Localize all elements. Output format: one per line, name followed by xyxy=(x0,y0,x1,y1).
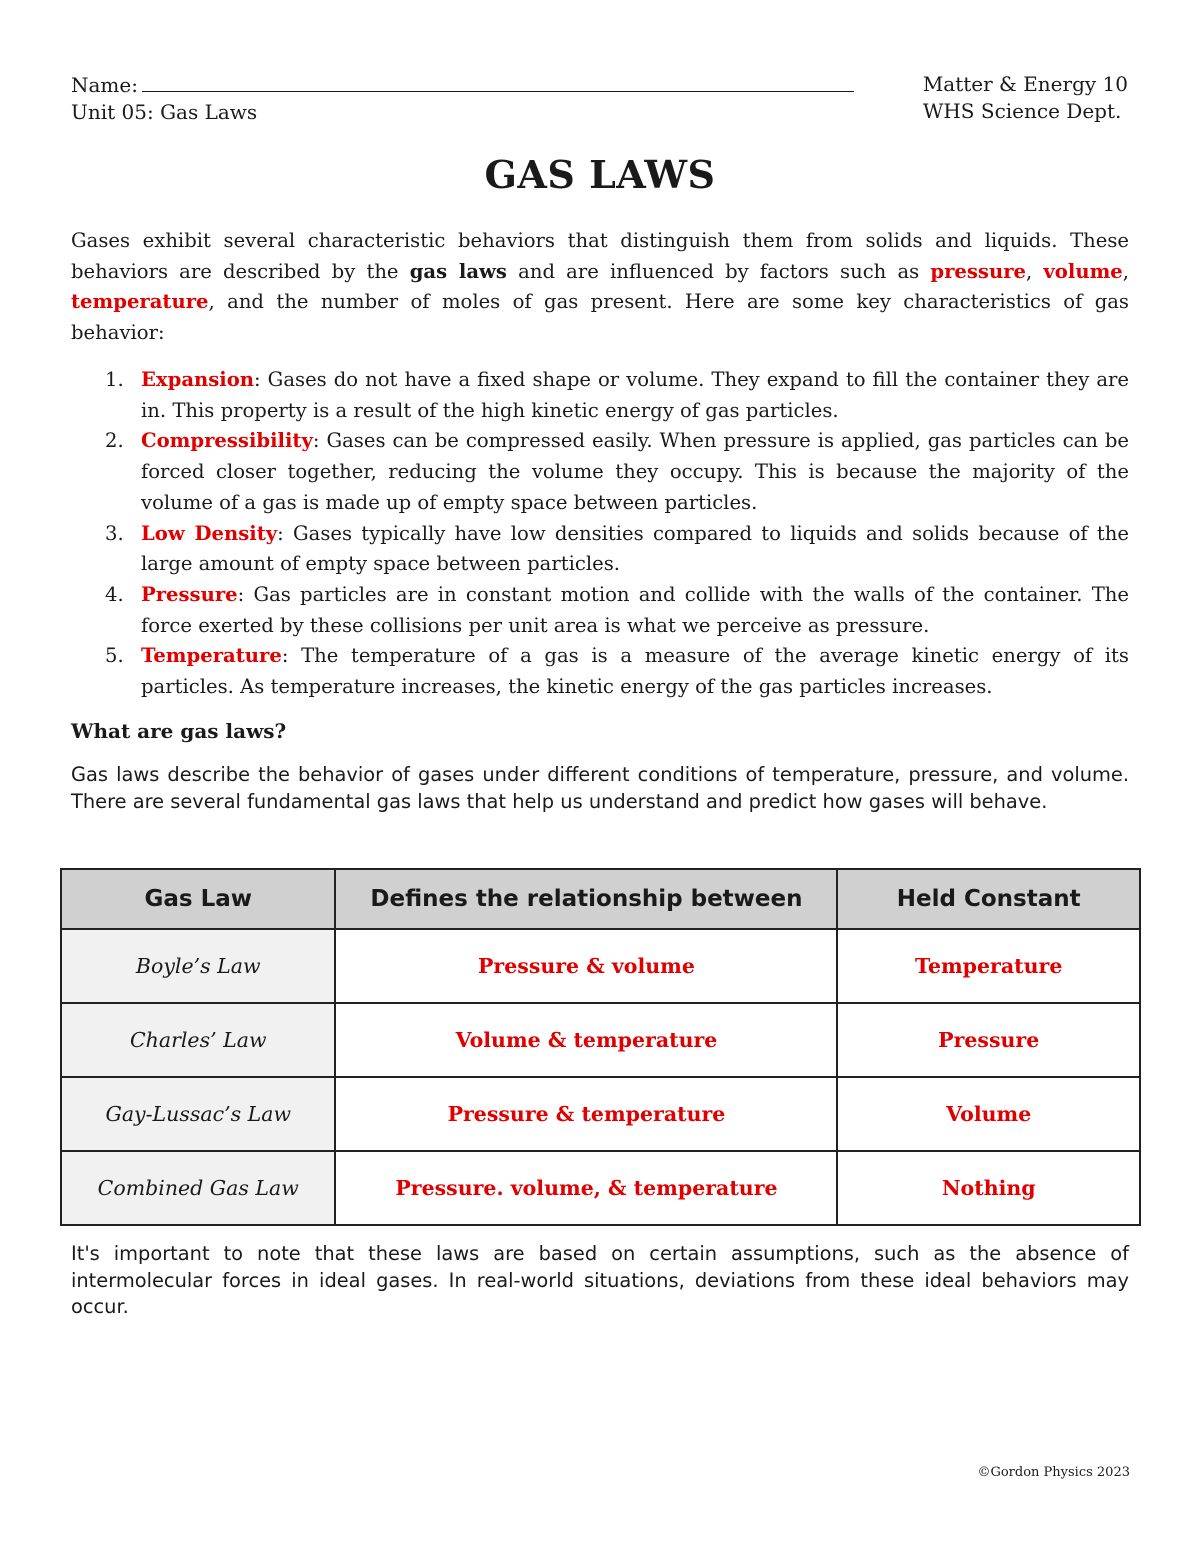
table-row xyxy=(61,1003,1140,1077)
table-row xyxy=(61,1151,1140,1225)
law-cell: Combined Gas Law xyxy=(61,1151,335,1225)
col-header-constant: Held Constant xyxy=(837,869,1140,929)
list-term: Expansion xyxy=(141,368,255,391)
header-right xyxy=(923,71,1128,125)
table-row xyxy=(61,929,1140,1003)
intro-text: and are influenced by factors such as xyxy=(506,259,931,283)
list-term: Low Density xyxy=(141,521,278,545)
name-input-line[interactable] xyxy=(142,71,854,92)
list-number: 4. xyxy=(105,582,124,606)
pressure-term: pressure xyxy=(930,259,1026,283)
list-item xyxy=(71,365,1129,426)
separator: , xyxy=(1026,259,1044,283)
law-cell: Gay-Lussac’s Law xyxy=(61,1077,335,1151)
course-label: Matter & Energy 10 xyxy=(922,72,1128,96)
intro-text: , and the number of moles of gas present. Here are some key characteristics of gas behavior: xyxy=(71,290,1129,344)
section-heading: What are gas laws? xyxy=(71,719,287,743)
list-text: : Gases do not have a fixed shape or volume. They expand to fill the container they are in. This property is a result of the high kinetic energy of gas particles. xyxy=(141,368,1129,422)
header-left xyxy=(71,71,854,126)
volume-term: volume xyxy=(1043,259,1123,283)
separator: , xyxy=(1122,259,1129,283)
list-text: : The temperature of a gas is a measure of the average kinetic energy of its particles. As temperature increases, the kinetic energy of the gas particles increases. xyxy=(141,644,1129,699)
note-paragraph: It's important to note that these laws are based on certain assumptions, such as the absence of intermolecular forces in ideal gases. In real-world situations, deviations from these ideal behaviors may occur. xyxy=(71,1242,1129,1318)
table-header-row xyxy=(61,869,1140,929)
list-number: 2. xyxy=(105,429,124,453)
temperature-term: temperature xyxy=(71,290,209,313)
constant-cell: Temperature xyxy=(837,929,1140,1003)
intro-text: Gases exhibit several characteristic behaviors that distinguish them from solids and liquids. These behaviors are described by the xyxy=(71,229,1129,283)
law-cell: Charles’ Law xyxy=(61,1003,335,1077)
law-cell: Boyle’s Law xyxy=(61,929,335,1003)
list-item xyxy=(71,580,1129,641)
list-item xyxy=(71,519,1129,580)
list-text: : Gases can be compressed easily. When pressure is applied, gas particles can be forced closer together, reducing the volume they occupy. This is because the majority of the volume of a gas is made up of empty space between particles. xyxy=(141,429,1129,514)
intro-paragraph xyxy=(71,226,1129,348)
list-term: Pressure xyxy=(141,582,238,606)
gas-laws-table xyxy=(60,868,1141,1226)
list-number: 5. xyxy=(105,644,124,668)
dept-label: WHS Science Dept. xyxy=(922,99,1122,123)
list-text: : Gases typically have low densities compared to liquids and solids because of the large amount of empty space between particles. xyxy=(141,521,1129,576)
constant-cell: Nothing xyxy=(837,1151,1140,1225)
list-number: 3. xyxy=(105,521,124,545)
unit-label: Unit 05: Gas Laws xyxy=(71,100,258,124)
copyright: ©Gordon Physics 2023 xyxy=(977,1465,1130,1480)
relationship-cell: Pressure. volume, & temperature xyxy=(335,1151,837,1225)
list-term: Compressibility xyxy=(141,429,313,453)
relationship-cell: Pressure & volume xyxy=(335,929,837,1003)
page-title: GAS LAWS xyxy=(484,152,716,197)
relationship-cell: Volume & temperature xyxy=(335,1003,837,1077)
name-label: Name: xyxy=(71,73,138,97)
constant-cell: Volume xyxy=(837,1077,1140,1151)
gas-laws-term: gas laws xyxy=(409,259,507,283)
constant-cell: Pressure xyxy=(837,1003,1140,1077)
characteristics-list xyxy=(71,365,1129,703)
name-row xyxy=(71,71,854,99)
list-item xyxy=(71,641,1129,702)
table-row xyxy=(61,1077,1140,1151)
col-header-relationship: Defines the relationship between xyxy=(335,869,837,929)
list-number: 1. xyxy=(105,368,124,391)
col-header-gas-law: Gas Law xyxy=(61,869,335,929)
list-term: Temperature xyxy=(141,644,282,668)
laws-description: Gas laws describe the behavior of gases under different conditions of temperature, pressure, and volume. There are several fundamental gas laws that help us understand and predict how gases will behave. xyxy=(71,763,1129,813)
list-text: : Gas particles are in constant motion and collide with the walls of the container. The force exerted by these collisions per unit area is what we perceive as pressure. xyxy=(141,582,1129,637)
relationship-cell: Pressure & temperature xyxy=(335,1077,837,1151)
list-item xyxy=(71,426,1129,518)
